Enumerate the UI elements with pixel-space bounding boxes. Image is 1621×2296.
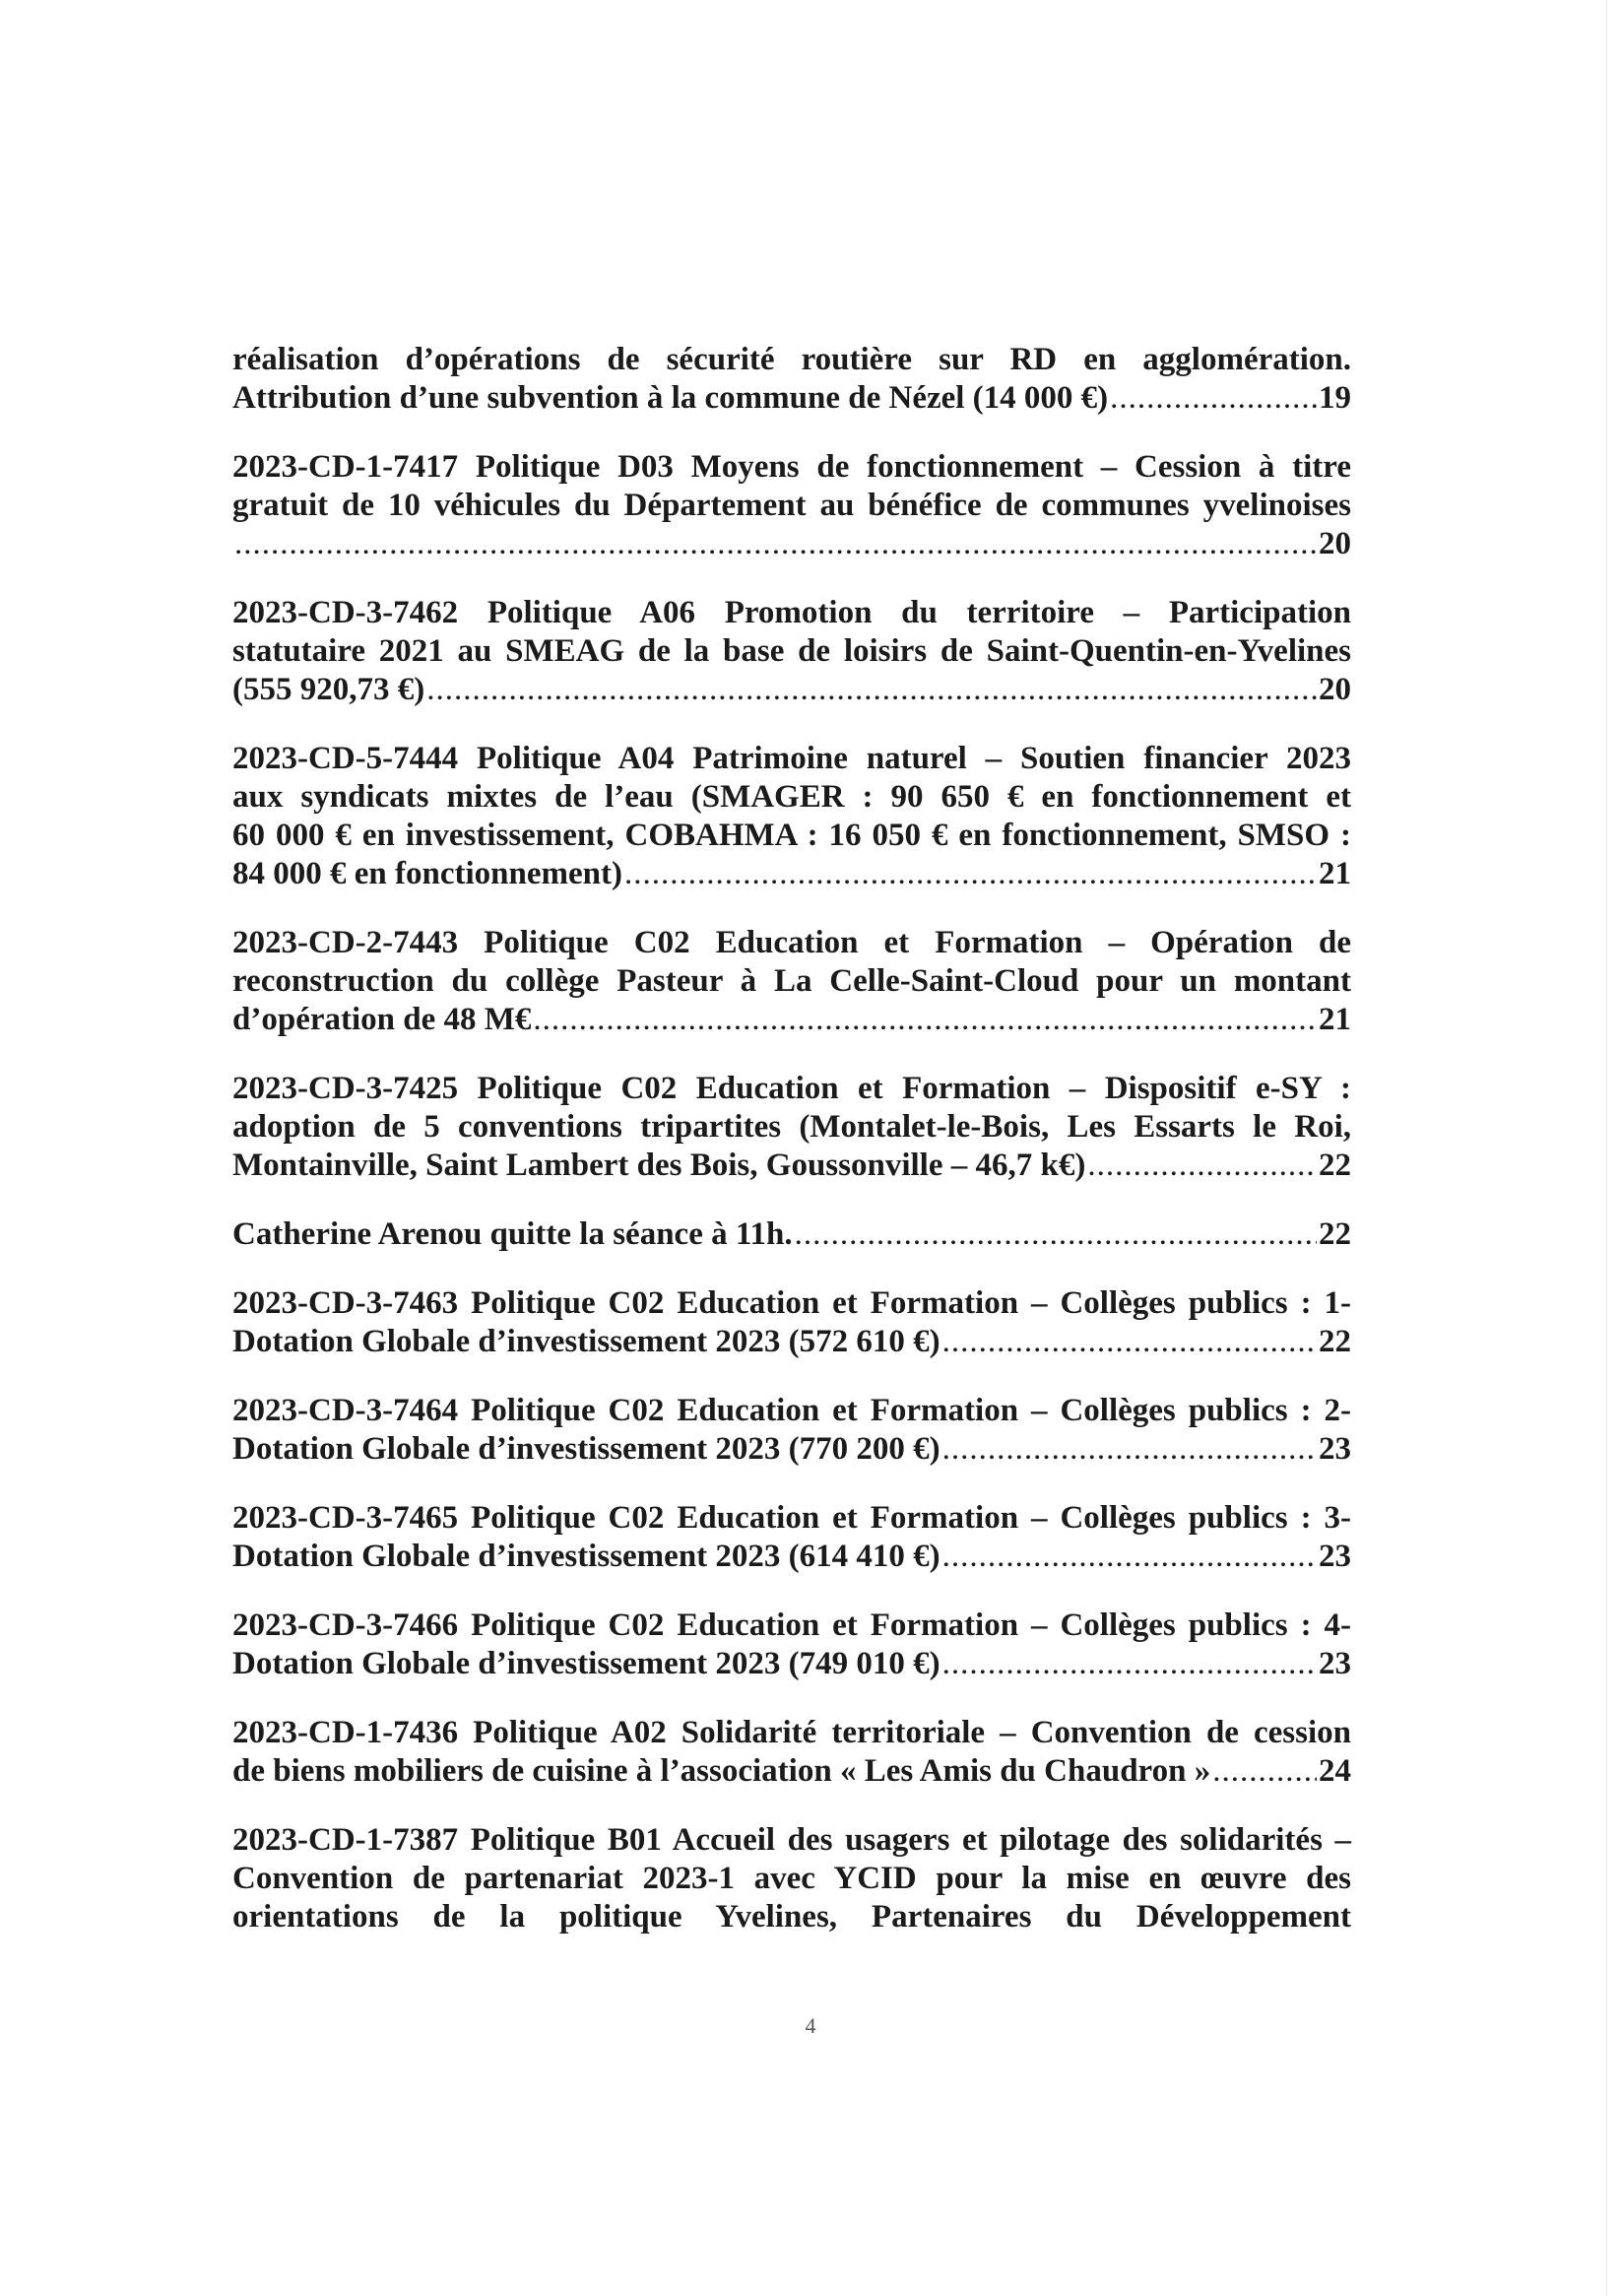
- toc-page-reference: 22: [1319, 1148, 1351, 1183]
- toc-page-reference: 22: [1319, 1216, 1351, 1252]
- toc-entry-line: aux syndicats mixtes de l’eau (SMAGER : 90 650 € en fonctionnement et: [232, 779, 1351, 815]
- toc-entry: [232, 1070, 1351, 1185]
- dot-leader: [942, 1538, 1317, 1576]
- toc-page-reference: 23: [1319, 1646, 1351, 1681]
- toc-entry-last-line: [232, 1323, 1351, 1361]
- toc-entry-line: orientations de la politique Yvelines, Partenaires du Développement: [232, 1899, 1351, 1935]
- dot-leader: [234, 525, 1317, 563]
- toc-entry-line: 2023-CD-3-7465 Politique C02 Education et Formation – Collèges publics : 3-: [232, 1500, 1351, 1536]
- toc-entry-last-line: [232, 1147, 1351, 1185]
- toc-entry: [232, 740, 1351, 893]
- toc-page-reference: 24: [1319, 1753, 1351, 1789]
- toc-entry: [232, 1215, 1351, 1254]
- toc-page-reference: 21: [1319, 856, 1351, 891]
- dot-leader: [942, 1645, 1317, 1683]
- toc-entry-tail-text: Dotation Globale d’investissement 2023 (749 010 €): [232, 1646, 940, 1681]
- table-of-contents: [232, 341, 1351, 1967]
- dot-leader: [942, 1323, 1317, 1361]
- toc-entry-last-line: [232, 1752, 1351, 1791]
- toc-entry-last-line: [232, 1001, 1351, 1039]
- toc-entry-last-line: [232, 855, 1351, 893]
- toc-entry-line: 2023-CD-3-7463 Politique C02 Education et Formation – Collèges publics : 1-: [232, 1285, 1351, 1321]
- toc-page-reference: 20: [1319, 672, 1351, 707]
- toc-entry-line: 2023-CD-3-7462 Politique A06 Promotion du territoire – Participation: [232, 595, 1351, 630]
- toc-entry-line: adoption de 5 conventions tripartites (Montalet-le-Bois, Les Essarts le Roi,: [232, 1109, 1351, 1145]
- toc-entry: [232, 1392, 1351, 1469]
- toc-entry-last-line: [232, 1538, 1351, 1576]
- toc-entry: [232, 341, 1351, 418]
- dot-leader: [942, 1430, 1317, 1469]
- toc-entry-last-line: [232, 525, 1351, 563]
- toc-entry-tail-text: Attribution d’une subvention à la commune de Nézel (14 000 €): [232, 380, 1109, 416]
- toc-entry: [232, 1821, 1351, 1936]
- toc-entry-line: 2023-CD-3-7466 Politique C02 Education et Formation – Collèges publics : 4-: [232, 1607, 1351, 1643]
- toc-page-reference: 19: [1319, 380, 1351, 416]
- toc-entry-line: gratuit de 10 véhicules du Département au bénéfice de communes yvelinoises: [232, 488, 1351, 523]
- toc-entry-tail-text: Catherine Arenou quitte la séance à 11h.: [232, 1216, 793, 1252]
- toc-entry-tail-text: Dotation Globale d’investissement 2023 (572 610 €): [232, 1324, 940, 1359]
- toc-entry-last-line: [232, 671, 1351, 709]
- toc-entry-last-line: [232, 379, 1351, 418]
- toc-entry-line: 2023-CD-5-7444 Politique A04 Patrimoine naturel – Soutien financier 2023: [232, 741, 1351, 776]
- toc-entry-last-line: [232, 1645, 1351, 1683]
- toc-page-reference: 20: [1319, 526, 1351, 561]
- toc-entry-last-line: [232, 1430, 1351, 1469]
- toc-entry-line: réalisation d’opérations de sécurité routière sur RD en agglomération.: [232, 342, 1351, 377]
- toc-entry-tail-text: Montainville, Saint Lambert des Bois, Goussonville – 46,7 k€): [232, 1148, 1086, 1183]
- toc-entry: [232, 1284, 1351, 1361]
- toc-entry-last-line: [232, 1215, 1351, 1254]
- toc-entry-tail-text: de biens mobiliers de cuisine à l’association « Les Amis du Chaudron »: [232, 1753, 1211, 1789]
- toc-page-reference: 22: [1319, 1324, 1351, 1359]
- toc-entry-line: reconstruction du collège Pasteur à La Celle-Saint-Cloud pour un montant: [232, 963, 1351, 999]
- toc-entry-tail-text: (555 920,73 €): [232, 672, 425, 707]
- toc-page-reference: 23: [1319, 1431, 1351, 1467]
- dot-leader: [624, 855, 1317, 893]
- toc-entry-tail-text: Dotation Globale d’investissement 2023 (770 200 €): [232, 1431, 940, 1467]
- toc-entry: [232, 1607, 1351, 1683]
- scan-edge: [1606, 0, 1607, 2296]
- dot-leader: [1212, 1752, 1317, 1791]
- toc-page-reference: 21: [1319, 1002, 1351, 1037]
- toc-entry-line: 60 000 € en investissement, COBAHMA : 16 050 € en fonctionnement, SMSO :: [232, 818, 1351, 853]
- toc-entry-line: 2023-CD-1-7387 Politique B01 Accueil des usagers et pilotage des solidarités –: [232, 1822, 1351, 1858]
- toc-entry-line: 2023-CD-1-7436 Politique A02 Solidarité territoriale – Convention de cession: [232, 1715, 1351, 1750]
- toc-entry: [232, 1499, 1351, 1576]
- toc-entry-line: 2023-CD-1-7417 Politique D03 Moyens de fonctionnement – Cession à titre: [232, 449, 1351, 485]
- dot-leader: [426, 671, 1317, 709]
- toc-entry-tail-text: 84 000 € en fonctionnement): [232, 856, 622, 891]
- toc-entry-line: 2023-CD-3-7464 Politique C02 Education et Formation – Collèges publics : 2-: [232, 1393, 1351, 1428]
- dot-leader: [1110, 379, 1317, 418]
- toc-entry-tail-text: Dotation Globale d’investissement 2023 (614 410 €): [232, 1539, 940, 1574]
- toc-entry-tail-text: d’opération de 48 M€: [232, 1002, 532, 1037]
- dot-leader: [1087, 1147, 1317, 1185]
- dot-leader: [533, 1001, 1317, 1039]
- toc-entry: [232, 594, 1351, 709]
- page-number: 4: [805, 2013, 816, 2038]
- toc-entry-line: 2023-CD-2-7443 Politique C02 Education et Formation – Opération de: [232, 925, 1351, 960]
- dot-leader: [795, 1215, 1317, 1254]
- toc-entry-line: 2023-CD-3-7425 Politique C02 Education et Formation – Dispositif e-SY :: [232, 1071, 1351, 1106]
- toc-entry-line: Convention de partenariat 2023-1 avec YCID pour la mise en œuvre des: [232, 1861, 1351, 1896]
- toc-entry-line: statutaire 2021 au SMEAG de la base de loisirs de Saint-Quentin-en-Yvelines: [232, 633, 1351, 669]
- toc-entry: [232, 448, 1351, 563]
- toc-entry: [232, 1714, 1351, 1791]
- toc-entry: [232, 924, 1351, 1039]
- toc-page-reference: 23: [1319, 1539, 1351, 1574]
